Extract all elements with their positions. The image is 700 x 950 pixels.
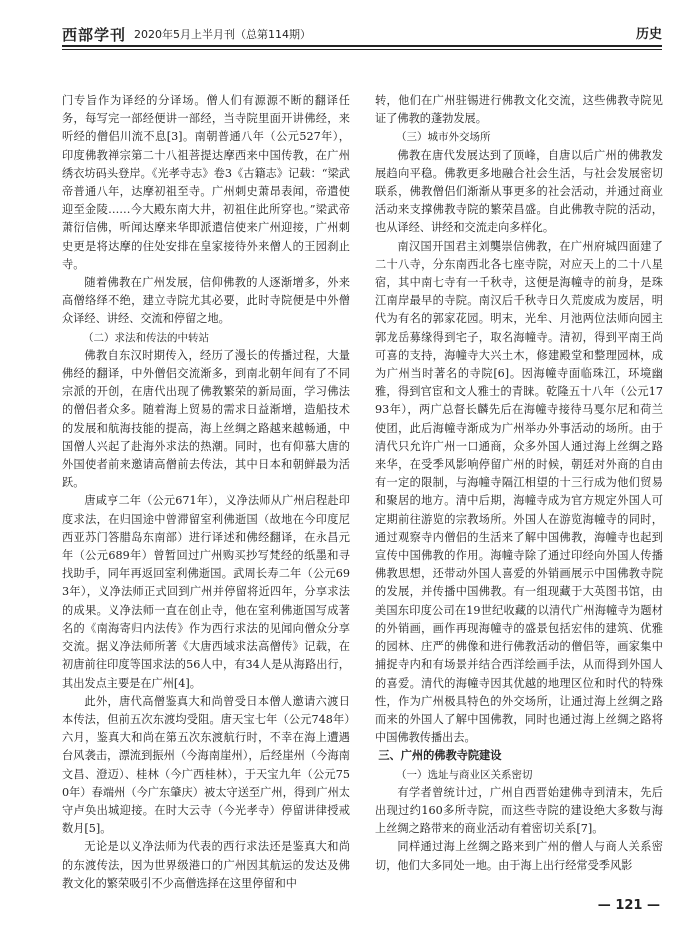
header-rule-thin (62, 49, 662, 50)
paragraph: 门专旨作为译经的分译场。僧人们有源源不断的翻译任务，每写完一部经便讲一部经，当寺院里面开讲佛经，来听经的僧侣川流不息[3]。南朝普通八年（公元527年），印度佛教禅宗第二十八祖菩提达摩西来中国传教，在广州绣衣坊码头登岸。《光孝寺志》卷3《古籍志》记载：“梁武帝普通八年，达摩初祖至寺。广州刺史萧昂表闻，帝遣使迎至金陵……今大殿东南大井，初祖住此所穿也。”梁武帝萧衍信佛，听闻达摩来华即派遣信使来广州迎接，广州刺史更是将达摩的住处安排在皇家接待外来僧人的王园刹止寺。 (62, 94, 350, 271)
left-column (62, 92, 350, 893)
subsection-heading: （三）城市外交场所 (396, 131, 491, 144)
page-header (62, 20, 662, 46)
paragraph: 随着佛教在广州发展，信仰佛教的人逐渐增多，外来高僧络绎不绝，建立寺院尤其必要，此时寺院便是中外僧众译经、讲经、交流和停留之地。 (62, 276, 350, 326)
paragraph: 无论是以义净法师为代表的西行求法还是鉴真大和尚的东渡传法，因为世界级港口的广州因其航运的发达及佛教文化的繁荣吸引不少高僧选择在这里停留和中 (62, 840, 350, 890)
section-heading: 三、广州的佛教寺院建设 (378, 749, 502, 763)
header-rule-thick (62, 45, 662, 47)
page-number: — 121 — (597, 898, 660, 913)
paragraph: 佛教在唐代发展达到了顶峰，自唐以后广州的佛教发展趋向平稳。佛教更多地融合社会生活，与社会发展密切联系，佛教僧侣们渐渐从事更多的社会活动，并通过商业活动来支撑佛教寺院的繁荣昌盛。自此佛教寺院的活动，也从译经、讲经和交流走向多样化。 (375, 148, 663, 235)
paragraph: 有学者曾统计过，广州自西晋始建佛寺到清末，先后出现过约160多所寺院，而这些寺院的建设绝大多数与海上丝绸之路带来的商业活动有着密切关系[7]。 (375, 785, 663, 836)
subsection-heading: （一）选址与商业区关系密切 (396, 768, 533, 781)
paragraph: 此外，唐代高僧鉴真大和尚曾受日本僧人邀请六渡日本传法，但前五次东渡均受阻。唐天宝七年（公元748年）六月，鉴真大和尚在第五次东渡航行时，不幸在海上遭遇台风袭击，漂流到振州（今海南崖州），后经崖州（今海南文昌、澄迈）、桂林（今广西桂林），于天宝九年（公元750年）春端州（今广东肇庆）被太守送至广州，得到广州太守卢奂出城迎接。在时大云寺（今光孝寺）停留讲律授戒数月[5]。 (62, 694, 350, 836)
journal-masthead: 西部学刊 (62, 26, 127, 44)
paragraph: 佛教自东汉时期传入，经历了漫长的传播过程，大量佛经的翻译，中外僧侣交流渐多，到南北朝年间有了不同宗派的开创，在唐代出现了佛教繁荣的新局面，学习佛法的僧侣者众多。随着海上贸易的需求日益渐增，造船技术的发展和航海技能的提高，海上丝绸之路越来越畅通，中国僧人兴起了赴海外求法的热潮。同时，也有仰慕大唐的外国使者前来邀请高僧前去传法，其中日本和朝鲜最为活跃。 (62, 348, 350, 490)
right-column (375, 92, 663, 875)
section-label: 历史 (635, 27, 662, 42)
paragraph: 南汉国开国君主刘龑崇信佛教，在广州府城四面建了二十八寺，分东南西北各七座寺院，对应天上的二十八星宿，其中南七寺有一千秋寺，这便是海幢寺的前身，是珠江南岸最早的寺院。南汉后千秋寺日久荒废成为废居，明代为有名的郭家花园。明末，光牟、月池两位法师向园主郭龙岳募缘得到宅子，取名海幢寺。清初，得到平南王尚可喜的支持，海幢寺大兴土木，修建殿堂和整理园林，成为广州当时著名的寺院[6]。因海幢寺面临珠江，环境幽雅，得到官宦和文人雅士的青睐。乾隆五十八年（公元1793年），两广总督长麟先后在海幢寺接待马戛尔尼和荷兰使团，此后海幢寺渐成为广州举办外事活动的场所。由于清代只允许广州一口通商，众多外国人通过海上丝绸之路来华，在受季风影响停留广州的时候，朝廷对外商的自由有一定的限制，与海幢寺隔江相望的十三行成为他们贸易和聚居的地方。清中后期，海幢寺成为官方规定外国人可定期前往游览的宗教场所。外国人在游览海幢寺的同时，通过观察寺内僧侣的生活来了解中国佛教，海幢寺也起到宣传中国佛教的作用。海幢寺除了通过印经向外国人传播佛教思想，还带动外国人喜爱的外销画展示中国佛教寺院的发展，并传播中国佛教。有一组现藏于大英图书馆，由美国东印度公司在19世纪收藏的以清代广州海幢寺为题材的外销画，画作再现海幢寺的盛景包括宏伟的建筑、优雅的园林、庄严的佛像和进行佛教活动的僧侣等，画家集中捕捉寺内和有场景并结合西洋绘画手法，从而得到外国人的喜爱。清代的海幢寺因其优越的地理区位和时代的特殊性，作为广州极具特色的外交场所，让通过海上丝绸之路而来的外国人了解中国佛教，同时也通过海上丝绸之路将中国佛教传播出去。 (375, 239, 663, 745)
paragraph: 转，他们在广州驻锡进行佛教文化交流，这些佛教寺院见证了佛教的蓬勃发展。 (375, 94, 663, 126)
issue-info: 2020年5月上半月刊（总第114期） (134, 28, 311, 41)
subsection-heading: （二）求法和传法的中转站 (83, 331, 209, 344)
paragraph: 唐咸亨二年（公元671年），义净法师从广州启程赴印度求法，在归国途中曾滞留室利佛逝国（故地在今印度尼西亚苏门答腊岛东南部）进行译述和佛经翻译，在永昌元年（公元689年）曾暂回过广州购买抄写梵经的纸墨和寻找助手，同年再返回室利佛逝国。武周长寿二年（公元693年），义净法师正式回到广州并停留将近四年，分享求法的成果。义净法师一直在创止寺，他在室利佛逝国写成著名的《南海寄归内法传》作为西行求法的见闻向僧众分享交流。据义净法师所著《大唐西域求法高僧传》记载，在初唐前往印度等国求法的56人中，有34人是从海路出行，其出发点主要是在广州[4]。 (62, 494, 350, 690)
paragraph: 同样通过海上丝绸之路来到广州的僧人与商人关系密切，他们大多同处一地。由于海上出行经常受季风影 (375, 840, 663, 872)
